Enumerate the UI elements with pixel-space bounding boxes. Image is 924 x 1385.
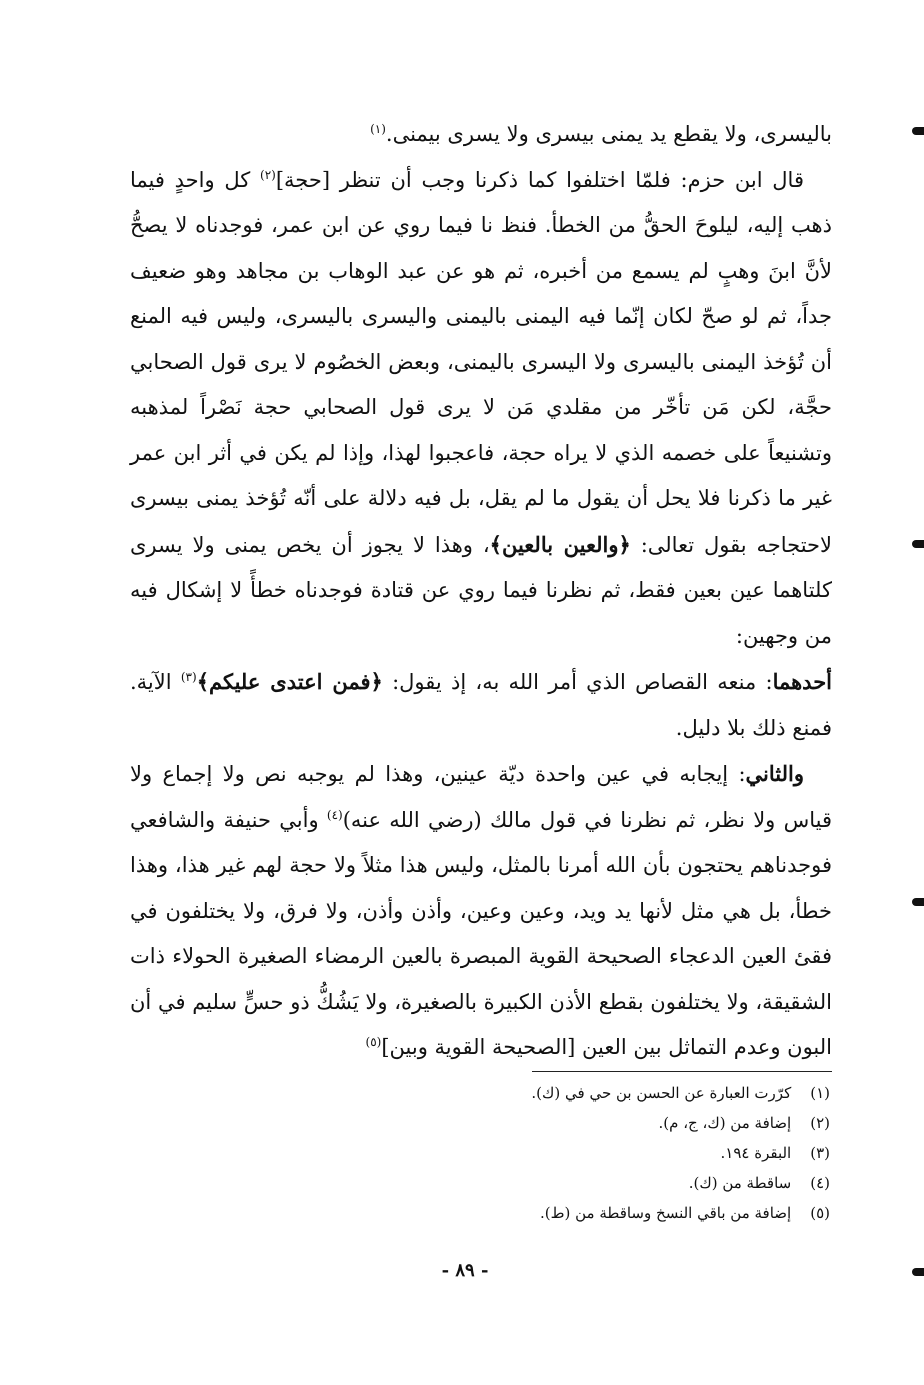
footnote-number: (٣) (810, 1144, 830, 1162)
text-run: : منعه القصاص الذي أمر الله به، إذ يقول: (382, 670, 773, 694)
text-run: ، وهذا لا يجوز أن يخص يمنى ولا يسرى كلتاهما عين بعين فقط، ثم نظرنا فيما روي عن قتادة فوجدناه خطأً لا إشكال فيه من وجهين: (130, 532, 832, 648)
footnote (420, 1138, 830, 1168)
margin-mark (912, 127, 924, 135)
paragraph (130, 751, 832, 1071)
margin-mark (912, 540, 924, 548)
text-run: قال ابن حزم: فلمّا اختلفوا كما ذكرنا وجب أن تنظر [حجة] (275, 167, 804, 192)
footnote-divider (532, 1071, 832, 1072)
footnote-text: ساقطة من (ك). (688, 1174, 792, 1192)
emphasis-text: ﴿والعين بالعين﴾ (489, 531, 631, 557)
text-run: باليسرى، ولا يقطع يد يمنى بيسرى ولا يسرى بيمنى. (385, 122, 832, 146)
footnote-number: (٢) (810, 1114, 830, 1132)
footnote-ref: (٥) (365, 1035, 382, 1049)
margin-mark (912, 898, 924, 906)
footnote-text: كرّرت العبارة عن الحسن بن حي في (ك). (531, 1084, 792, 1102)
footnotes (420, 1078, 830, 1228)
text-run: وأبي حنيفة والشافعي فوجدناهم يحتجون بأن الله أمرنا بالمثل، وليس هذا مثلاً ولا حجة لهم غير هذا، وهذا خطأ، بل هي مثل لأنها يد ويد، وعين وعين، وأذن وأذن، ولا فرق، ولا يختلفون في فقئ العين الدعجاء الصحيحة القوية المبصرة بالعين الرمضاء الصغيرة الحولاء ذات الشقيقة، ولا يختلفون بقطع الأذن الكبيرة بالصغيرة، ولا يَشُكُّ ذو حسٍّ سليم في أن البون وعدم التماثل بين العين [الصحيحة القوية وبين] (130, 807, 832, 1059)
footnote-ref: (١) (370, 122, 386, 136)
footnote-number: (٤) (810, 1174, 830, 1192)
footnote-number: (٥) (810, 1204, 830, 1222)
footnote-ref: (٤) (326, 807, 343, 822)
footnote (420, 1108, 830, 1138)
footnote (420, 1198, 830, 1228)
text-run: كل واحدٍ فيما ذهب إليه، ليلوحَ الحقُّ من الخطأ. فنظ نا فيما روي عن ابن عمر، فوجدناه لا يصحُّ لأنَّ ابنَ وهبٍ لم يسمع من أخبره، ثم هو عن عبد الوهاب بن مجاهد وهو ضعيف جداً، ثم لو صحّ لكان إنّما فيه اليمنى باليمنى واليسرى باليسرى، وليس فيه المنع أن تُؤخذ اليمنى باليسرى ولا اليسرى باليمنى، وبعض الخصُوم لا يرى قول الصحابي حجَّة، لكن مَن تأخّر من مقلدي مَن لا يرى قول الصحابي حجة نَصْراً لمذهبه وتشنيعاً على خصمه الذي لا يراه حجة، فاعجبوا لهذا، وإذا لم يكن في أثر ابن عمر غير ما ذكرنا فلا يحل أن يقول ما لم يقل، بل فيه دلالة على أنّه تُؤخذ يمنى بيسرى لاحتجاجه بقول تعالى: (130, 167, 832, 557)
emphasis-text: والثاني (745, 761, 804, 786)
footnote-text: إضافة من باقي النسخ وساقطة من (ط). (540, 1204, 792, 1222)
emphasis-text: ﴿فمن اعتدى عليكم﴾ (196, 669, 383, 694)
text-run: الآية. فمنع ذلك بلا دليل. (130, 670, 832, 740)
footnote-text: إضافة من (ك، ج، م). (658, 1114, 792, 1132)
footnote (420, 1168, 830, 1198)
footnote-text: البقرة ١٩٤. (720, 1144, 792, 1162)
margin-mark (912, 1268, 924, 1276)
footnote-number: (١) (810, 1084, 830, 1102)
paragraph (130, 158, 832, 660)
paragraph (130, 659, 832, 751)
text-run: : إيجابه في عين واحدة ديّة عينين، وهذا لم يوجبه نص ولا إجماع ولا قياس ولا نظر، ثم نظرنا في قول مالك (رضي الله عنه) (130, 762, 832, 832)
paragraph (130, 112, 832, 158)
page-number: - ٨٩ - (441, 1260, 489, 1281)
footnote-ref: (٣) (180, 670, 197, 684)
footnote (420, 1078, 830, 1108)
footnote-ref: (٢) (260, 167, 276, 182)
emphasis-text: أحدهما (772, 669, 833, 694)
body-text (130, 112, 832, 1071)
